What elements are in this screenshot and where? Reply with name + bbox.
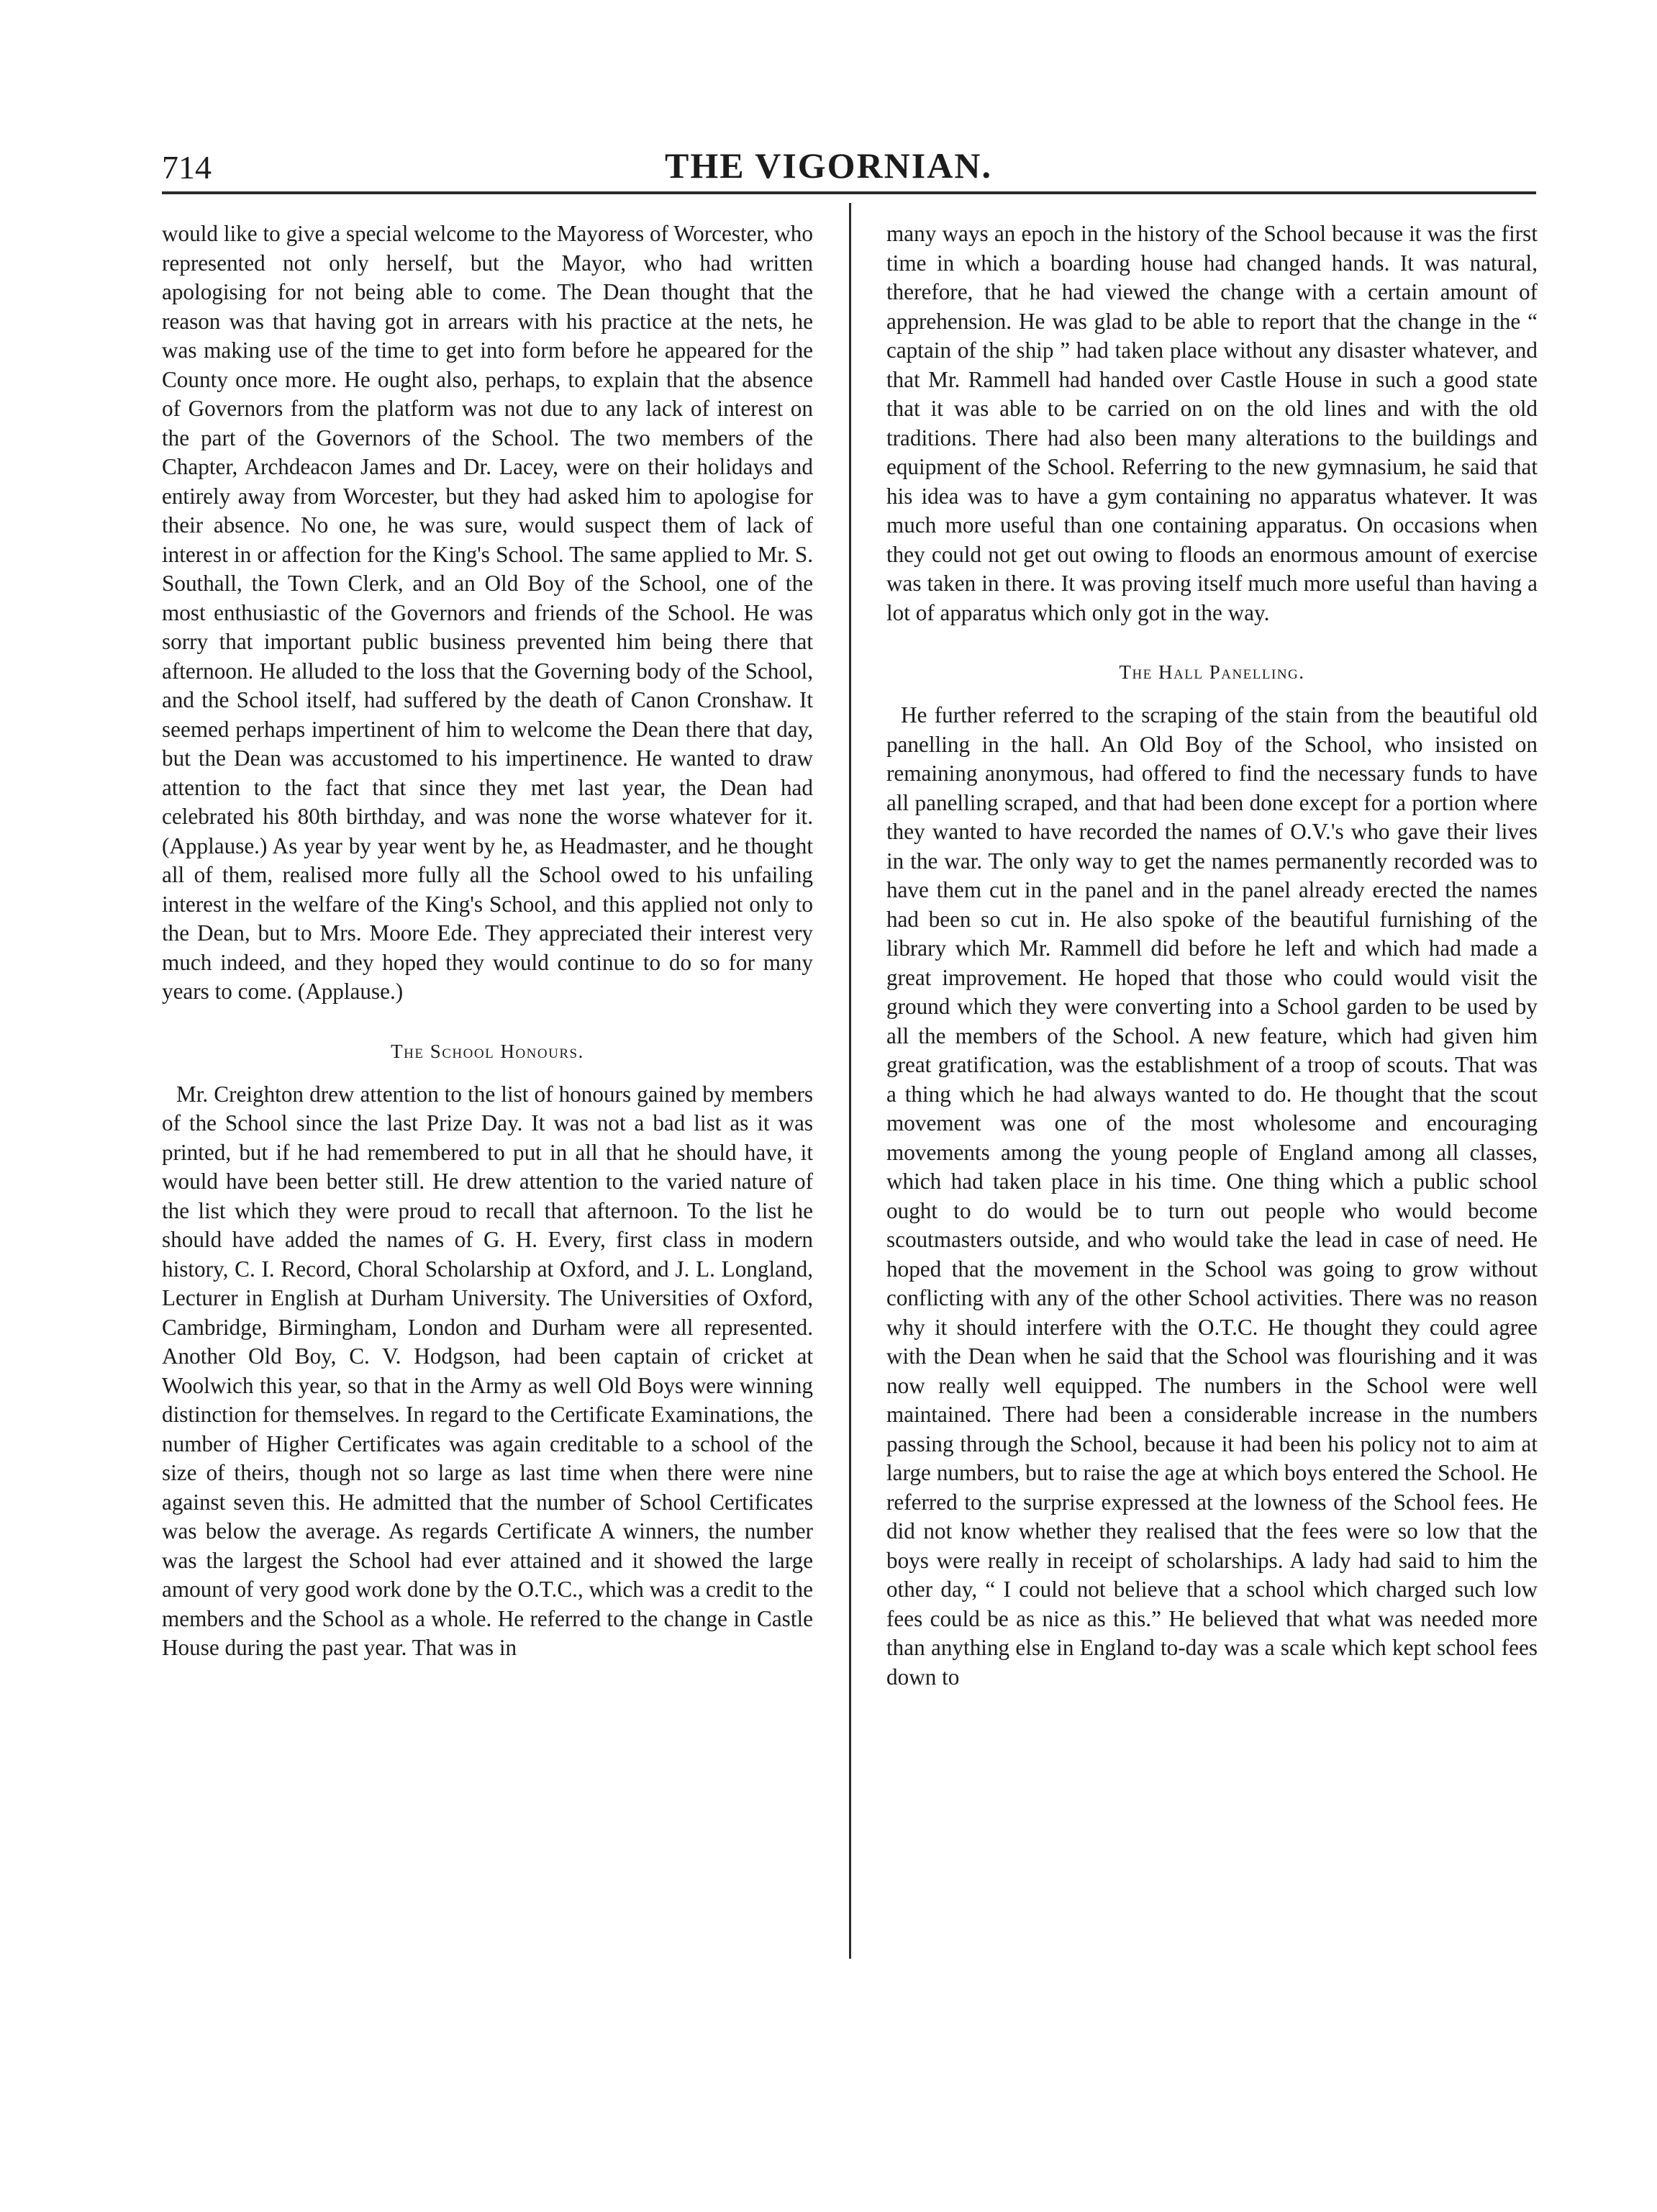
article-paragraph: would like to give a special welcome to the Mayoress of Worcester, who represented not only herself, but the Mayor, who had written apologising for not being able to come. The Dean thought that the reason was that having got in arrears with his practice at the nets, he was making use of the time to get into form before he appeared for the County once more. He ought also, perhaps, to explain that the absence of Governors from the platform was not due to any lack of interest on the part of the Governors of the School. The two members of the Chapter, Archdeacon James and Dr. Lacey, were on their holidays and entirely away from Worcester, but they had asked him to apologise for their absence. No one, he was sure, would suspect them of lack of interest in or affection for the King's School. The same applied to Mr. S. Southall, the Town Clerk, and an Old Boy of the School, one of the most enthusiastic of the Governors and friends of the School. He was sorry that important public business prevented him being there that afternoon. He alluded to the loss that the Governing body of the School, and the School itself, had suffered by the death of Canon Cronshaw. It seemed perhaps impertinent of him to welcome the Dean there that day, but the Dean was accustomed to his impertinence. He wanted to draw attention to the fact that since they met last year, the Dean had celebrated his 80th birthday, and was none the worse whatever for it. (Applause.) As year by year went by he, as Headmaster, and he thought all of them, realised more fully all the School owed to his unfailing interest in the welfare of the King's School, and this applied not only to the Dean, but to Mrs. Moore Ede. They appreciated their interest very much indeed, and they hoped they would continue to do so for many years to come. (Applause.) (162, 221, 813, 1004)
header-divider (162, 191, 1536, 194)
column-divider (849, 203, 851, 1959)
page-number: 714 (162, 149, 212, 186)
publication-title: THE VIGORNIAN. (665, 145, 992, 186)
article-paragraph: He further referred to the scraping of the stain from the beautiful old panelling in the hall. An Old Boy of the School, who insisted on remaining anonymous, had offered to find the necessary funds to have all panelling scraped, and that had been done except for a portion where they wanted to have recorded the names of O.V.'s who gave their lives in the war. The only way to get the names permanently recorded was to have them cut in the panel and in the panel already erected the names had been so cut in. He also spoke of the beautiful furnishing of the library which Mr. Rammell did before he left and which had made a great improvement. He hoped that those who could would visit the ground which they were converting into a School garden to be used by all the members of the School. A new feature, which had given him great gratification, was the establishment of a troop of scouts. That was a thing which he had always wanted to do. He thought that the scout movement was one of the most wholesome and encouraging movements among the young people of England among all classes, which had taken place in his time. One thing which a public school ought to do would be to turn out people who would become scoutmasters outside, and who would take the lead in case of need. He hoped that the movement in the School was going to grow without conflicting with any of the other School activities. There was no reason why it should interfere with the O.T.C. He thought they could agree with the Dean when he said that the School was flourishing and it was now really well equipped. The numbers in the School were well maintained. There had been a considerable increase in the numbers passing through the School, because it had been his policy not to aim at large numbers, but to raise the age at which boys entered the School. He referred to the surprise expressed at the lowness of the School fees. He did not know whether they realised that the fees were so low that the boys were really in receipt of scholarships. A lady had said to him the other day, “ I could not believe that a school which charged such low fees could be as nice as this.” He believed that what was needed more than anything else in England to-day was a scale which kept school fees down to (886, 702, 1538, 1690)
article-paragraph: many ways an epoch in the history of the School because it was the first time in which a boarding house had changed hands. It was natural, therefore, that he had viewed the change with a certain amount of apprehension. He was glad to be able to report that the change in the “ captain of the ship ” had taken place without any disaster whatever, and that Mr. Rammell had handed over Castle House in such a good state that it was able to be carried on on the old lines and with the old traditions. There had also been many alterations to the buildings and equipment of the School. Referring to the new gymnasium, he said that his idea was to have a gym containing no apparatus whatever. It was much more useful than one containing apparatus. On occasions when they could not get out owing to floods an enormous amount of exercise was taken in there. It was proving itself much more useful than having a lot of apparatus which only got in the way. (886, 221, 1538, 625)
section-heading-hall-panelling: The Hall Panelling. (1119, 661, 1305, 683)
article-paragraph: Mr. Creighton drew attention to the list of honours gained by members of the School since the last Prize Day. It was not a bad list as it was printed, but if he had remembered to put in all that he should have, it would have been better still. He drew attention to the varied nature of the list which they were proud to recall that afternoon. To the list he should have added the names of G. H. Every, first class in modern history, C. I. Record, Choral Scholarship at Oxford, and J. L. Longland, Lecturer in English at Durham University. The Universities of Oxford, Cambridge, Birmingham, London and Durham were all represented. Another Old Boy, C. V. Hodgson, had been captain of cricket at Woolwich this year, so that in the Army as well Old Boys were winning distinction for themselves. In regard to the Certificate Examinations, the number of Higher Certificates was again creditable to a school of the size of theirs, though not so large as last time when there were nine against seven this. He admitted that the number of School Certificates was below the average. As regards Certificate A winners, the number was the largest the School had ever attained and it showed the large amount of very good work done by the O.T.C., which was a credit to the members and the School as a whole. He referred to the change in Castle House during the past year. That was in (162, 1081, 813, 1660)
right-column (886, 219, 1538, 1692)
section-heading-school-honours: The School Honours. (391, 1040, 584, 1062)
left-column (162, 219, 813, 1663)
